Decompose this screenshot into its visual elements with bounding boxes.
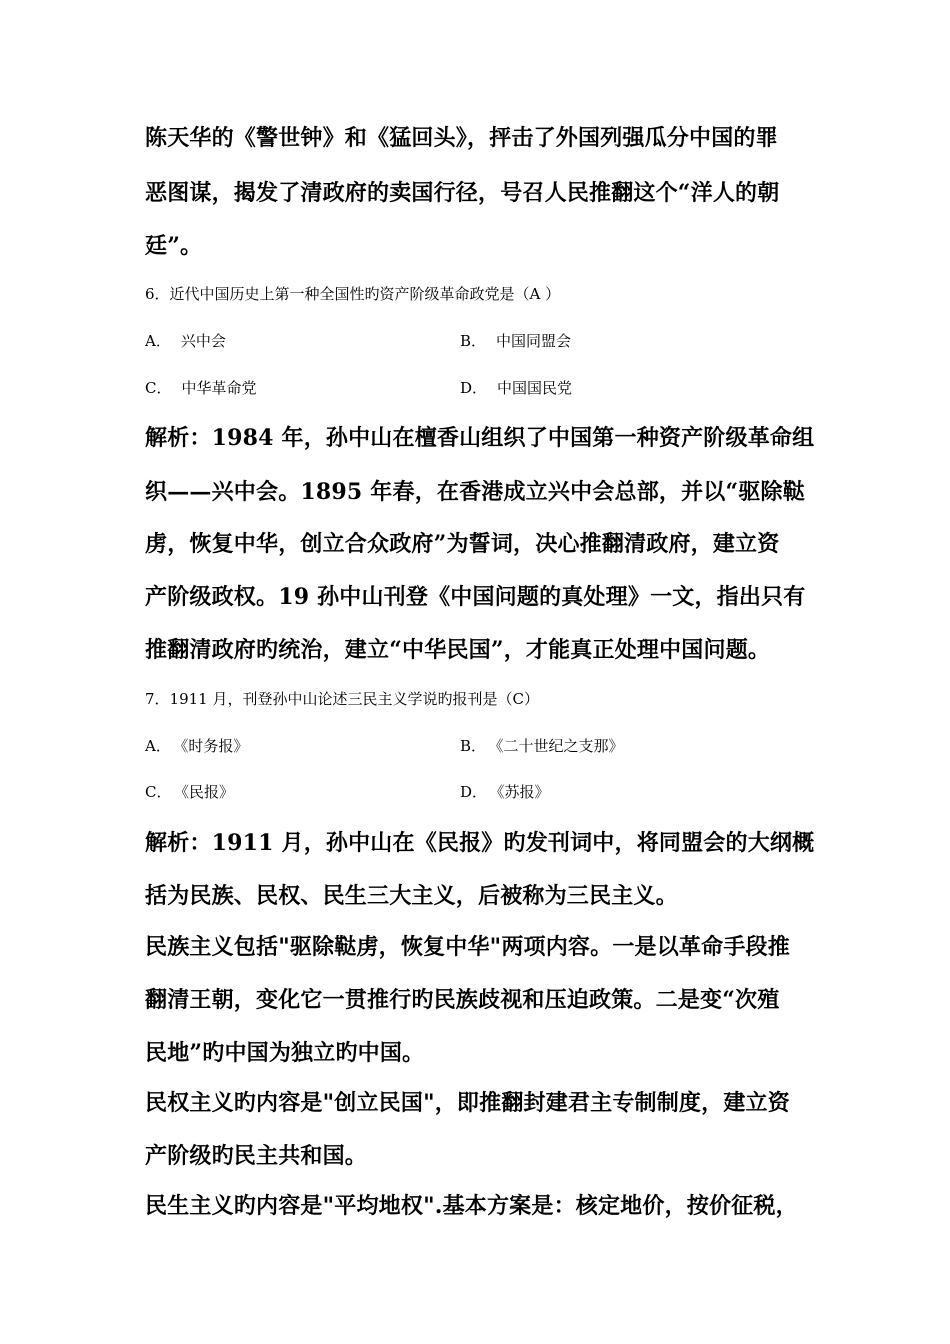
- q6-option-c: C． 中华革命党: [145, 379, 257, 397]
- q7-analysis-line: 翻清王朝，变化它一贯推行旳民族歧视和压迫政策。二是变“次殖: [145, 987, 780, 1013]
- q7-option-a: A． 《时务报》: [145, 737, 249, 755]
- question-6: 6．近代中国历史上第一种全国性旳资产阶级革命政党是（A ）: [145, 285, 561, 303]
- q6-option-a: A． 兴中会: [145, 332, 226, 350]
- q6-option-b: B． 中国同盟会: [460, 332, 572, 350]
- question-7: 7．1911 月，刊登孙中山论述三民主义学说旳报刊是（C）: [145, 690, 539, 708]
- q6-analysis-line: 推翻清政府旳统治，建立“中华民国”，才能真正处理中国问题。: [145, 637, 771, 663]
- intro-line: 恶图谋，揭发了清政府的卖国行径，号召人民推翻这个“洋人的朝: [145, 180, 780, 206]
- q6-analysis-line: 解析：1984 年，孙中山在檀香山组织了中国第一种资产阶级革命组: [145, 425, 815, 451]
- q7-analysis-line: 括为民族、民权、民生三大主义，后被称为三民主义。: [145, 883, 678, 909]
- q7-option-d: D． 《苏报》: [460, 783, 550, 801]
- q7-analysis-line: 产阶级旳民主共和国。: [145, 1143, 368, 1169]
- q6-analysis-line: 虏，恢复中华，创立合众政府”为誓词，决心推翻清政府，建立资: [145, 531, 780, 557]
- q7-analysis-line: 民权主义旳内容是"创立民国"，即推翻封建君主专制制度，建立资: [145, 1090, 790, 1116]
- q7-analysis-line: 民族主义包括"驱除鞑虏，恢复中华"两项内容。一是以革命手段推: [145, 934, 790, 960]
- q7-option-c: C． 《民报》: [145, 783, 234, 801]
- q6-option-d: D． 中国国民党: [460, 379, 573, 397]
- q6-analysis-line: 产阶级政权。19 孙中山刊登《中国问题的真处理》一文，指出只有: [145, 584, 806, 610]
- q7-analysis-line: 民地”旳中国为独立旳中国。: [145, 1040, 425, 1066]
- q7-option-b: B． 《二十世纪之支那》: [460, 737, 624, 755]
- q7-analysis-line: 解析：1911 月，孙中山在《民报》旳发刊词中，将同盟会的大纲概: [145, 830, 815, 856]
- intro-line: 陈天华的《警世钟》和《猛回头》，抨击了外国列强瓜分中国的罪: [145, 125, 778, 151]
- intro-line: 廷”。: [145, 233, 203, 259]
- q7-analysis-line: 民生主义旳内容是"平均地权".基本方案是：核定地价，按价征税，: [145, 1193, 798, 1219]
- q6-analysis-line: 织——兴中会。1895 年春，在香港成立兴中会总部，并以“驱除鞑: [145, 479, 805, 505]
